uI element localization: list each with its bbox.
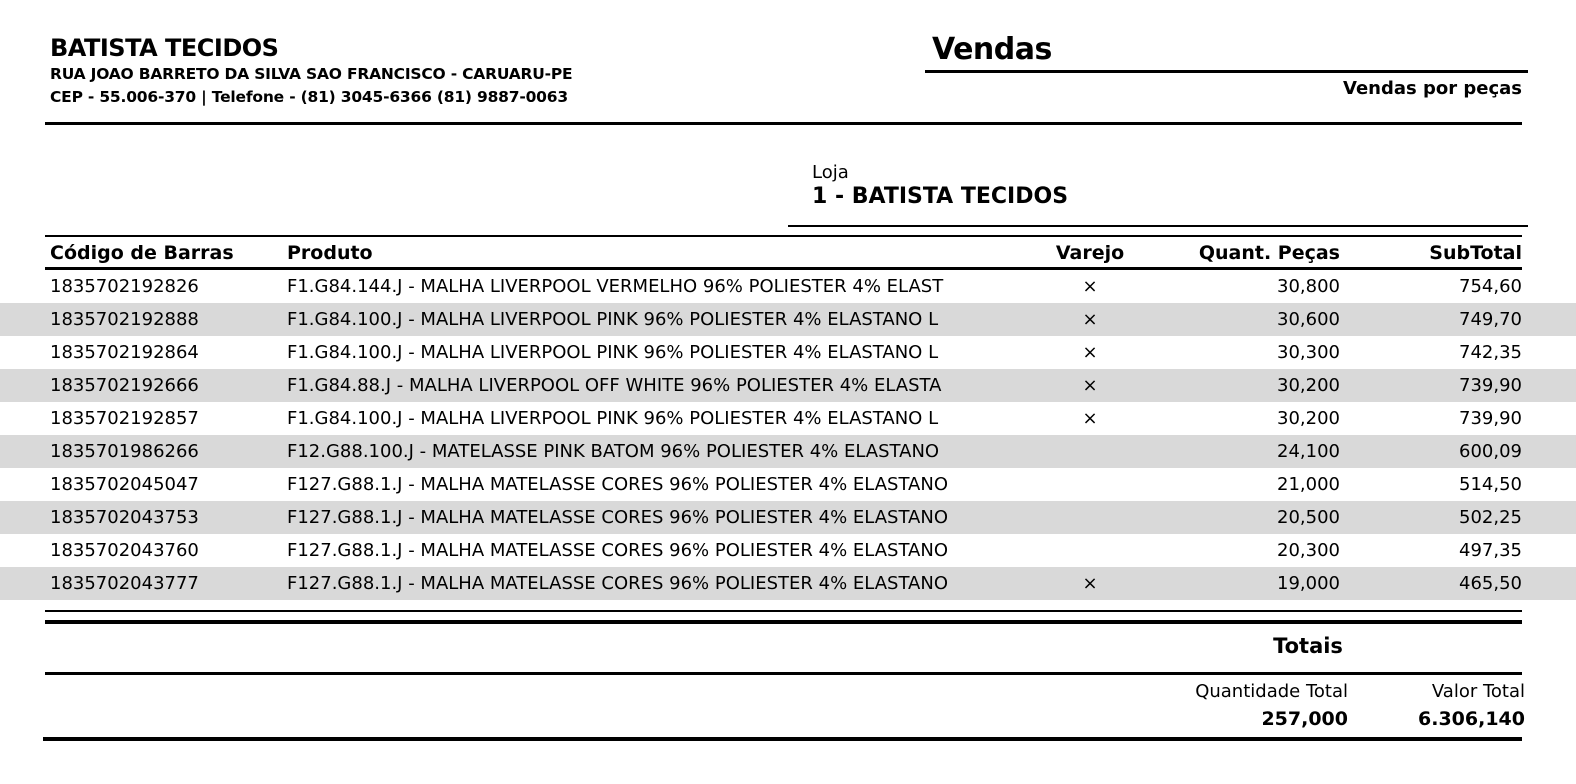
- report-title: Vendas: [932, 32, 1052, 67]
- subtotal-cell: 514,50: [1459, 474, 1522, 495]
- quantity-cell: 30,600: [1277, 309, 1340, 330]
- quantity-cell: 30,200: [1277, 408, 1340, 429]
- company-cep-phone: CEP - 55.006-370 | Telefone - (81) 3045-6366 (81) 9887-0063: [50, 88, 568, 106]
- col-header-retail: Varejo: [1055, 242, 1125, 264]
- retail-mark: ×: [1082, 276, 1098, 297]
- report-title-underline: [925, 70, 1528, 73]
- subtotal-cell: 742,35: [1459, 342, 1522, 363]
- barcode-cell: 1835702045047: [50, 474, 199, 495]
- retail-mark: [1040, 534, 1140, 567]
- retail-mark: ×: [1082, 375, 1098, 396]
- col-header-barcode: Código de Barras: [50, 242, 234, 264]
- totals-divider: [45, 672, 1522, 675]
- retail-mark: [1040, 501, 1140, 534]
- bottom-line: [43, 737, 1522, 741]
- table-top-line: [45, 235, 1522, 237]
- barcode-cell: 1835702192666: [50, 375, 199, 396]
- col-header-product: Produto: [287, 242, 373, 264]
- product-cell: F127.G88.1.J - MALHA MATELASSE CORES 96% POLIESTER 4% ELASTANO: [287, 474, 949, 495]
- header-divider: [45, 122, 1522, 125]
- quantity-cell: 21,000: [1277, 474, 1340, 495]
- subtotal-cell: 739,90: [1459, 408, 1522, 429]
- barcode-cell: 1835701986266: [50, 441, 199, 462]
- barcode-cell: 1835702043777: [50, 573, 199, 594]
- totals-value-label: Valor Total: [1431, 681, 1525, 702]
- barcode-cell: 1835702043760: [50, 540, 199, 561]
- retail-mark: ×: [1082, 408, 1098, 429]
- table-row: [0, 270, 1576, 303]
- report-subtitle: Vendas por peças: [1343, 78, 1522, 99]
- barcode-cell: 1835702192826: [50, 276, 199, 297]
- barcode-cell: 1835702043753: [50, 507, 199, 528]
- retail-mark: [1040, 468, 1140, 501]
- table-row: [0, 435, 1576, 468]
- retail-mark: [1040, 435, 1140, 468]
- table-row: [0, 303, 1576, 336]
- subtotal-cell: 600,09: [1459, 441, 1522, 462]
- totals-quantity-label: Quantidade Total: [1195, 681, 1348, 702]
- subtotal-cell: 739,90: [1459, 375, 1522, 396]
- quantity-cell: 30,200: [1277, 375, 1340, 396]
- totals-top-line-thin: [45, 610, 1522, 612]
- retail-mark: ×: [1082, 573, 1098, 594]
- table-row: [0, 369, 1576, 402]
- totals-top-line-thick: [45, 620, 1522, 624]
- product-cell: F1.G84.100.J - MALHA LIVERPOOL PINK 96% POLIESTER 4% ELASTANO L: [287, 309, 939, 330]
- store-underline: [788, 225, 1528, 227]
- subtotal-cell: 754,60: [1459, 276, 1522, 297]
- barcode-cell: 1835702192864: [50, 342, 199, 363]
- table-header-row: [0, 239, 1576, 267]
- totals-quantity-value: 257,000: [1261, 708, 1348, 730]
- barcode-cell: 1835702192888: [50, 309, 199, 330]
- product-cell: F127.G88.1.J - MALHA MATELASSE CORES 96% POLIESTER 4% ELASTANO: [287, 573, 949, 594]
- totals-value-total: 6.306,140: [1418, 708, 1525, 730]
- product-cell: F127.G88.1.J - MALHA MATELASSE CORES 96% POLIESTER 4% ELASTANO: [287, 540, 949, 561]
- table-row: [0, 468, 1576, 501]
- product-cell: F1.G84.100.J - MALHA LIVERPOOL PINK 96% POLIESTER 4% ELASTANO L: [287, 408, 939, 429]
- barcode-cell: 1835702192857: [50, 408, 199, 429]
- subtotal-cell: 749,70: [1459, 309, 1522, 330]
- product-cell: F1.G84.144.J - MALHA LIVERPOOL VERMELHO 96% POLIESTER 4% ELAST: [287, 276, 944, 297]
- quantity-cell: 19,000: [1277, 573, 1340, 594]
- quantity-cell: 30,800: [1277, 276, 1340, 297]
- subtotal-cell: 465,50: [1459, 573, 1522, 594]
- col-header-subtotal: SubTotal: [1429, 242, 1522, 264]
- quantity-cell: 20,300: [1277, 540, 1340, 561]
- quantity-cell: 24,100: [1277, 441, 1340, 462]
- quantity-cell: 30,300: [1277, 342, 1340, 363]
- quantity-cell: 20,500: [1277, 507, 1340, 528]
- product-cell: F1.G84.100.J - MALHA LIVERPOOL PINK 96% POLIESTER 4% ELASTANO L: [287, 342, 939, 363]
- table-row: [0, 534, 1576, 567]
- subtotal-cell: 502,25: [1459, 507, 1522, 528]
- product-cell: F127.G88.1.J - MALHA MATELASSE CORES 96% POLIESTER 4% ELASTANO: [287, 507, 949, 528]
- store-name: 1 - BATISTA TECIDOS: [812, 184, 1069, 209]
- totals-title: Totais: [1273, 634, 1343, 658]
- retail-mark: ×: [1082, 342, 1098, 363]
- subtotal-cell: 497,35: [1459, 540, 1522, 561]
- table-row: [0, 402, 1576, 435]
- col-header-quantity: Quant. Peças: [1198, 242, 1340, 264]
- table-row: [0, 567, 1576, 600]
- table-row: [0, 336, 1576, 369]
- retail-mark: ×: [1082, 309, 1098, 330]
- table-rows: [0, 270, 1576, 600]
- company-name: BATISTA TECIDOS: [50, 34, 279, 62]
- company-address: RUA JOAO BARRETO DA SILVA SAO FRANCISCO - CARUARU-PE: [50, 65, 573, 83]
- product-cell: F12.G88.100.J - MATELASSE PINK BATOM 96% POLIESTER 4% ELASTANO: [287, 441, 940, 462]
- store-label: Loja: [812, 162, 849, 183]
- product-cell: F1.G84.88.J - MALHA LIVERPOOL OFF WHITE 96% POLIESTER 4% ELASTA: [287, 375, 942, 396]
- table-row: [0, 501, 1576, 534]
